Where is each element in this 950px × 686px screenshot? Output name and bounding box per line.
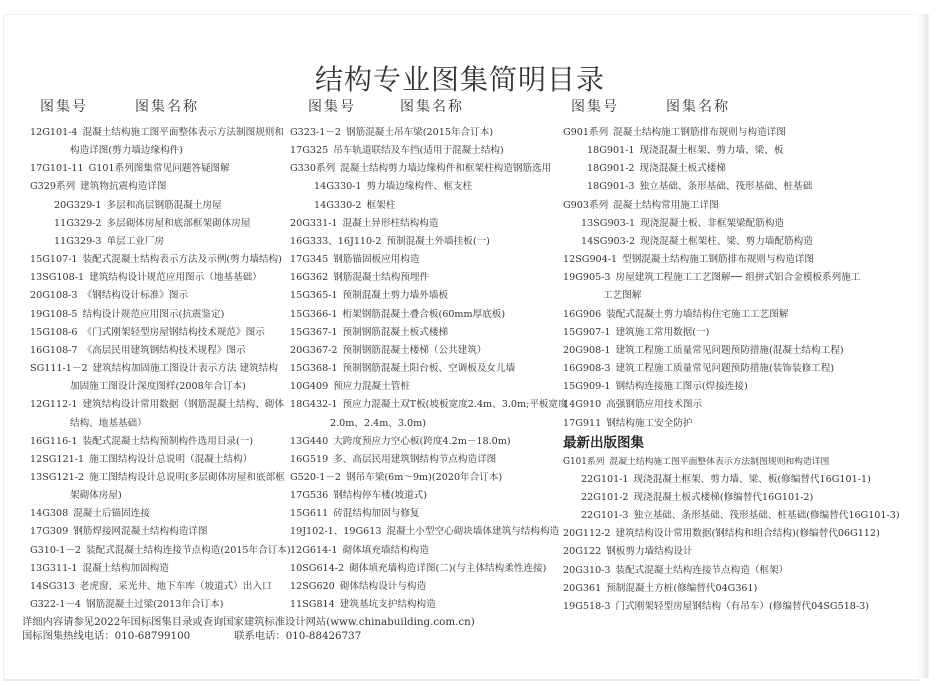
atlas-name: 预制混凝土外墙挂板(一) xyxy=(386,235,490,247)
column-header-code-3: 图集号 xyxy=(571,99,619,115)
atlas-name: 建筑结构设计常用数据（钢筋混凝土结构、砌体 xyxy=(82,399,284,411)
atlas-name: 建筑工程施工质量常见问题预防措施(混凝土结构工程) xyxy=(615,344,844,356)
atlas-name: 现浇混凝土框架、剪力墙、梁、板 xyxy=(639,145,784,157)
catalog-entry xyxy=(30,124,291,142)
atlas-code: 13G311-1 xyxy=(30,562,78,574)
atlas-code: 12SG904-1 xyxy=(563,254,618,266)
atlas-name: 多层和高层钢筋混凝土房屋 xyxy=(106,199,222,211)
atlas-code: G101系列 xyxy=(563,456,605,467)
catalog-entry xyxy=(30,560,291,578)
atlas-name: 独立基础、条形基础、筏形基础、桩基础(修编替代16G101-3) xyxy=(633,510,900,522)
atlas-name: 钢筋混凝土过梁(2013年合订本) xyxy=(86,599,224,611)
catalog-entry xyxy=(563,378,900,396)
atlas-code: G310-1－2 xyxy=(30,544,82,556)
torn-paper-edge xyxy=(916,14,930,678)
column-header-name-2: 图集名称 xyxy=(400,99,464,115)
column-header-code-2: 图集号 xyxy=(308,99,356,115)
atlas-name: 装配式混凝土结构连接节点构造（框架） xyxy=(615,564,789,576)
atlas-code: 22G101-2 xyxy=(581,491,629,503)
catalog-entry xyxy=(290,523,568,541)
catalog-entry xyxy=(563,306,900,324)
atlas-code: 16G333、16J110-2 xyxy=(290,235,382,247)
atlas-code: 10SG614-2 xyxy=(290,562,345,574)
catalog-entry xyxy=(290,269,568,287)
catalog-entry xyxy=(563,453,900,471)
catalog-entry xyxy=(563,160,900,178)
atlas-name: 混凝土结构施工图平面整体表示方法制图规则和构造详图 xyxy=(609,456,830,467)
atlas-code: 18G901-2 xyxy=(587,163,635,175)
atlas-code: G520-1－2 xyxy=(290,471,342,483)
atlas-name: 《钢结构设计标准》图示 xyxy=(82,290,189,302)
catalog-entry xyxy=(290,396,568,414)
atlas-name: 钢结构施工安全防护 xyxy=(606,417,693,429)
atlas-name: 装配式混凝土结构预制构件选用目录(一) xyxy=(82,435,254,447)
catalog-entry xyxy=(290,560,568,578)
atlas-code: 22G101-1 xyxy=(581,473,629,485)
atlas-name: 工艺图解 xyxy=(603,290,642,302)
atlas-code: 15G907-1 xyxy=(563,326,611,338)
catalog-entry xyxy=(30,269,291,287)
atlas-name: 预制钢筋混凝土阳台板、空调板及女儿墙 xyxy=(342,363,516,375)
atlas-name: 门式刚架轻型房屋钢结构（有吊车）(修编替代04SG518-3) xyxy=(615,600,869,612)
atlas-code: 20G310-3 xyxy=(563,564,611,576)
catalog-entry xyxy=(290,451,568,469)
atlas-name: 钢板剪力墙结构设计 xyxy=(606,546,693,558)
atlas-name: 现浇混凝土框架柱、梁、剪力墙配筋构造 xyxy=(640,235,813,247)
catalog-entry xyxy=(290,542,568,560)
atlas-code: 15G366-1 xyxy=(290,308,338,320)
atlas-code: 18G901-3 xyxy=(587,181,635,193)
atlas-name: 现浇混凝土板式楼梯 xyxy=(639,163,726,175)
atlas-code: 14G330-2 xyxy=(314,199,362,211)
atlas-code: 10G409 xyxy=(290,381,329,393)
catalog-entry xyxy=(30,287,291,305)
atlas-name: 混凝土结构加固构造 xyxy=(82,562,169,574)
column-header-name-1: 图集名称 xyxy=(135,99,199,115)
catalog-entry xyxy=(290,469,568,487)
atlas-code: 15G365-1 xyxy=(290,290,338,302)
catalog-entry xyxy=(563,251,900,269)
atlas-name: 预制钢筋混凝土板式楼梯 xyxy=(342,326,449,338)
atlas-name: 建筑基坑支护结构构造 xyxy=(339,599,436,611)
atlas-name: 预制钢筋混凝土楼梯（公共建筑） xyxy=(342,344,487,356)
atlas-name: 装配式混凝土结构表示方法及示例(剪力墙结构) xyxy=(82,254,282,266)
atlas-name: 现浇混凝土板、非框架梁配筋构造 xyxy=(640,217,785,229)
atlas-name: 砌体填充墙结构构造 xyxy=(342,544,429,556)
catalog-entry xyxy=(290,415,568,433)
catalog-entry xyxy=(290,324,568,342)
catalog-entry xyxy=(563,269,900,287)
atlas-code: 15G611 xyxy=(290,508,329,520)
atlas-code: 19G905-3 xyxy=(563,272,611,284)
catalog-entry xyxy=(290,160,568,178)
atlas-name: 结构、地基基础） xyxy=(70,417,147,429)
atlas-name: 房屋建筑工程施工工艺图解── 组拼式铝合金模板系列施工 xyxy=(615,272,861,284)
atlas-code: 12SG121-1 xyxy=(30,453,85,465)
atlas-name: 2.0m、2.4m、3.0m) xyxy=(330,417,426,429)
atlas-code: 12G112-1 xyxy=(30,399,78,411)
hotline-number: 010-68799100 xyxy=(114,630,191,642)
atlas-code: 17G536 xyxy=(290,490,329,502)
catalog-entry xyxy=(290,142,568,160)
catalog-entry xyxy=(563,215,900,233)
catalog-entry xyxy=(290,487,568,505)
atlas-code: 14G330-1 xyxy=(314,181,362,193)
atlas-name: 混凝土结构常用施工详图 xyxy=(613,199,719,211)
catalog-entry xyxy=(563,178,900,196)
catalog-entry xyxy=(30,487,291,505)
atlas-name: 钢筋焊接网混凝土结构构造详图 xyxy=(73,526,208,538)
atlas-code: 14G910 xyxy=(563,399,602,411)
catalog-entry xyxy=(30,396,291,414)
catalog-entry xyxy=(563,287,900,305)
atlas-name: 独立基础、条形基础、筏形基础、桩基础 xyxy=(639,181,813,193)
atlas-name: 建筑结构加固施工图设计表示方法 建筑结构 xyxy=(92,363,278,375)
contact-number: 010-88426737 xyxy=(285,630,362,642)
atlas-code: G322-1－4 xyxy=(30,599,82,611)
atlas-code: 20G331-1 xyxy=(290,217,338,229)
hotline-label: 国标图集热线电话： xyxy=(22,630,115,642)
catalog-entry xyxy=(30,578,291,596)
catalog-entry xyxy=(563,233,900,251)
atlas-name: 钢吊车梁(6m～9m)(2020年合订本) xyxy=(346,471,503,483)
atlas-name: 单层工业厂房 xyxy=(106,235,165,247)
catalog-entry xyxy=(563,489,900,507)
atlas-code: 15G107-1 xyxy=(30,254,78,266)
catalog-entry xyxy=(30,251,291,269)
atlas-name: 吊车轨道联结及车挡(适用于混凝土结构) xyxy=(333,145,504,157)
atlas-name: 桁架钢筋混凝土叠合板(60mm厚底板) xyxy=(342,308,506,320)
atlas-name: 建筑工程施工质量常见问题预防措施(装饰装修工程) xyxy=(615,363,835,375)
atlas-name: 建筑结构设计规范应用图示（地基基础） xyxy=(89,272,262,284)
column-header-code-1: 图集号 xyxy=(40,99,88,115)
atlas-name: 砌体结构设计与构造 xyxy=(339,580,427,592)
atlas-name: 混凝土小型空心砌块墙体建筑与结构构造 xyxy=(386,526,560,538)
atlas-name: G101系列图集常见问题答疑图解 xyxy=(88,163,230,175)
atlas-code: 19G108-5 xyxy=(30,308,78,320)
catalog-entry xyxy=(563,543,900,561)
atlas-name: 砖混结构加固与修复 xyxy=(333,508,420,520)
catalog-entry xyxy=(563,124,900,142)
page-title: 结构专业图集简明目录 xyxy=(315,63,606,96)
atlas-code: 17G911 xyxy=(563,417,602,429)
catalog-entry xyxy=(563,525,900,543)
atlas-code: 11G329-3 xyxy=(54,235,102,247)
catalog-entry xyxy=(290,360,568,378)
atlas-code: 20G367-2 xyxy=(290,344,338,356)
atlas-code: 13G440 xyxy=(290,435,329,447)
catalog-entry xyxy=(290,215,568,233)
atlas-name: 钢结构连接施工图示(焊接连接) xyxy=(615,381,748,393)
catalog-entry xyxy=(30,142,291,160)
atlas-name: 钢筋混凝土吊车梁(2015年合订本) xyxy=(346,127,494,138)
atlas-name: 架砌体房屋) xyxy=(70,490,122,502)
atlas-name: 结构设计规范应用图示(抗震鉴定) xyxy=(82,308,225,320)
catalog-entry xyxy=(563,507,900,525)
atlas-code: 15G108-6 xyxy=(30,326,78,338)
atlas-name: 加固施工图设计深度图样(2008年合订本) xyxy=(70,381,246,393)
atlas-code: 16G116-1 xyxy=(30,435,78,447)
atlas-code: 19G518-3 xyxy=(563,600,611,612)
atlas-name: 施工图结构设计总说明（混凝土结构） xyxy=(89,453,253,465)
atlas-name: 现浇混凝土框架、剪力墙、梁、板(修编替代16G101-1) xyxy=(633,473,871,485)
atlas-name: 预制混凝土方桩(修编替代04G361) xyxy=(606,582,758,594)
catalog-entry xyxy=(290,197,568,215)
atlas-name: 多、高层民用建筑钢结构节点构造详图 xyxy=(333,453,497,465)
atlas-code: 20G329-1 xyxy=(54,199,102,211)
atlas-code: 13SG903-1 xyxy=(581,217,636,229)
catalog-entry xyxy=(30,178,291,196)
atlas-code: G901系列 xyxy=(563,127,609,138)
footer xyxy=(22,615,475,643)
atlas-code: 17G345 xyxy=(290,254,329,266)
column-header-name-3: 图集名称 xyxy=(666,99,730,115)
atlas-name: 建筑物抗震构造详图 xyxy=(80,181,167,193)
catalog-entry xyxy=(30,233,291,251)
atlas-name: 型钢混凝土结构施工钢筋排布规则与构造详图 xyxy=(622,254,814,266)
atlas-code: 12SG620 xyxy=(290,580,335,592)
atlas-name: 高强钢筋应用技术图示 xyxy=(606,399,703,411)
atlas-code: 11G329-2 xyxy=(54,217,102,229)
atlas-name: 施工图结构设计总说明(多层砌体房屋和底部框 xyxy=(89,471,285,483)
atlas-name: 建筑施工常用数据(一) xyxy=(615,326,710,338)
atlas-code: 12G614-1 xyxy=(290,544,338,556)
catalog-entry xyxy=(30,469,291,487)
atlas-code: 15G368-1 xyxy=(290,363,338,375)
atlas-code: 19J102-1、19G613 xyxy=(290,526,382,538)
catalog-entry xyxy=(290,596,568,614)
atlas-code: 20G122 xyxy=(563,546,602,558)
catalog-entry xyxy=(290,287,568,305)
catalog-entry xyxy=(290,306,568,324)
atlas-name: 现浇混凝土板式楼梯(修编替代16G101-2) xyxy=(633,491,814,503)
atlas-name: 混凝土结构剪力墙边缘构件和框架柱构造钢筋选用 xyxy=(340,163,552,175)
atlas-name: 预应力混凝土双T板(坡板宽度2.4m、3.0m;平板宽度 xyxy=(342,399,568,411)
catalog-column-3 xyxy=(563,124,900,616)
catalog-entry xyxy=(30,324,291,342)
new-publications-heading: 最新出版图集 xyxy=(563,434,644,451)
atlas-name: 老虎窗、采光井、地下车库（坡道式）出入口 xyxy=(79,580,272,592)
atlas-name: 装配式混凝土结构连接节点构造(2015年合订本) xyxy=(86,544,291,556)
atlas-code: 16G108-7 xyxy=(30,344,78,356)
catalog-entry xyxy=(563,562,900,580)
atlas-name: 多层砌体房屋和底部框架砌体房屋 xyxy=(106,217,251,229)
atlas-name: 钢结构停车楼(坡道式) xyxy=(333,490,428,502)
atlas-code: 20G112-2 xyxy=(563,528,611,540)
atlas-code: 17G309 xyxy=(30,526,69,538)
atlas-code: 14SG313 xyxy=(30,580,75,592)
catalog-entry xyxy=(30,160,291,178)
atlas-code: 14G308 xyxy=(30,508,69,520)
atlas-code: SG111-1－2 xyxy=(30,363,88,375)
catalog-entry xyxy=(563,360,900,378)
atlas-code: G330系列 xyxy=(290,163,336,175)
catalog-entry xyxy=(30,306,291,324)
catalog-entry xyxy=(290,178,568,196)
atlas-code: 14SG903-2 xyxy=(581,235,636,247)
atlas-code: 20G908-1 xyxy=(563,344,611,356)
atlas-name: 钢筋锚固板应用构造 xyxy=(333,254,420,266)
footer-phones xyxy=(22,629,475,643)
atlas-code: 16G519 xyxy=(290,453,329,465)
catalog-entry xyxy=(563,324,900,342)
catalog-entry xyxy=(290,342,568,360)
catalog-entry xyxy=(30,433,291,451)
catalog-entry xyxy=(30,342,291,360)
atlas-code: 18G901-1 xyxy=(587,145,635,157)
atlas-name: 剪力墙边缘构件、框支柱 xyxy=(366,181,473,193)
contact-label: 联系电话： xyxy=(234,630,286,642)
catalog-entry xyxy=(30,596,291,614)
atlas-code: 16G906 xyxy=(563,308,602,320)
atlas-name: 混凝土后锚固连接 xyxy=(73,508,150,520)
atlas-name: 预制混凝土剪力墙外墙板 xyxy=(342,290,449,302)
atlas-code: 17G325 xyxy=(290,145,329,157)
catalog-entry xyxy=(290,233,568,251)
atlas-code: 15G909-1 xyxy=(563,381,611,393)
atlas-name: 混凝土异形柱结构构造 xyxy=(342,217,439,229)
catalog-entry xyxy=(290,251,568,269)
atlas-code: 15G367-1 xyxy=(290,326,338,338)
atlas-code: 12G101-4 xyxy=(30,127,78,138)
catalog-entry xyxy=(563,342,900,360)
footer-website-note: 详细内容请参见2022年国标图集目录或查询国家建筑标准设计网站(www.chinabuilding.com.cn) xyxy=(22,616,475,628)
catalog-entry xyxy=(563,415,900,433)
catalog-entry xyxy=(290,505,568,523)
catalog-entry xyxy=(563,580,900,598)
catalog-entry xyxy=(290,578,568,596)
atlas-name: 大跨度预应力空心板(跨度4.2m－18.0m) xyxy=(333,435,511,447)
catalog-entry xyxy=(30,215,291,233)
atlas-name: 混凝土结构施工钢筋排布规则与构造详图 xyxy=(613,127,786,138)
atlas-code: 20G108-3 xyxy=(30,290,78,302)
atlas-code: G329系列 xyxy=(30,181,76,193)
atlas-name: 《高层民用建筑钢结构技术规程》图示 xyxy=(82,344,246,356)
atlas-name: 砌体填充墙构造详图(二)(与主体结构柔性连接) xyxy=(349,562,547,574)
atlas-code: 11SG814 xyxy=(290,599,335,611)
atlas-code: G903系列 xyxy=(563,199,609,211)
atlas-name: 《门式刚架轻型房屋钢结构技术规范》图示 xyxy=(82,326,265,338)
catalog-column-2 xyxy=(290,124,568,614)
atlas-name: 装配式混凝土剪力墙结构住宅施工工艺图解 xyxy=(606,308,789,320)
atlas-code: 13SG121-2 xyxy=(30,471,85,483)
catalog-entry xyxy=(30,542,291,560)
atlas-code: G323-1－2 xyxy=(290,127,342,138)
atlas-code: 20G361 xyxy=(563,582,602,594)
atlas-name: 建筑结构设计常用数据(钢结构和组合结构)(修编替代06G112) xyxy=(615,528,880,540)
catalog-entry xyxy=(563,142,900,160)
atlas-name: 混凝土结构施工图平面整体表示方法制图规则和 xyxy=(82,127,284,138)
atlas-code: 22G101-3 xyxy=(581,510,629,522)
catalog-entry xyxy=(563,396,900,414)
catalog-entry xyxy=(30,523,291,541)
atlas-code: 13SG108-1 xyxy=(30,272,85,284)
atlas-name: 构造详图(剪力墙边缘构件) xyxy=(70,145,184,157)
catalog-entry xyxy=(290,124,568,142)
catalog-column-1 xyxy=(30,124,291,614)
catalog-entry xyxy=(30,451,291,469)
catalog-entry xyxy=(563,598,900,616)
catalog-entry xyxy=(30,378,291,396)
catalog-entry xyxy=(563,197,900,215)
atlas-name: 钢筋混凝土结构预埋件 xyxy=(333,272,430,284)
atlas-name: 预应力混凝土管桩 xyxy=(333,381,410,393)
atlas-code: 16G908-3 xyxy=(563,363,611,375)
catalog-entry xyxy=(30,360,291,378)
catalog-entry xyxy=(290,433,568,451)
catalog-entry xyxy=(30,197,291,215)
catalog-entry xyxy=(30,415,291,433)
catalog-entry xyxy=(563,471,900,489)
catalog-entry xyxy=(30,505,291,523)
catalog-entry xyxy=(290,378,568,396)
atlas-code: 17G101-11 xyxy=(30,163,84,175)
atlas-code: 16G362 xyxy=(290,272,329,284)
atlas-name: 框架柱 xyxy=(366,199,396,211)
atlas-code: 18G432-1 xyxy=(290,399,338,411)
